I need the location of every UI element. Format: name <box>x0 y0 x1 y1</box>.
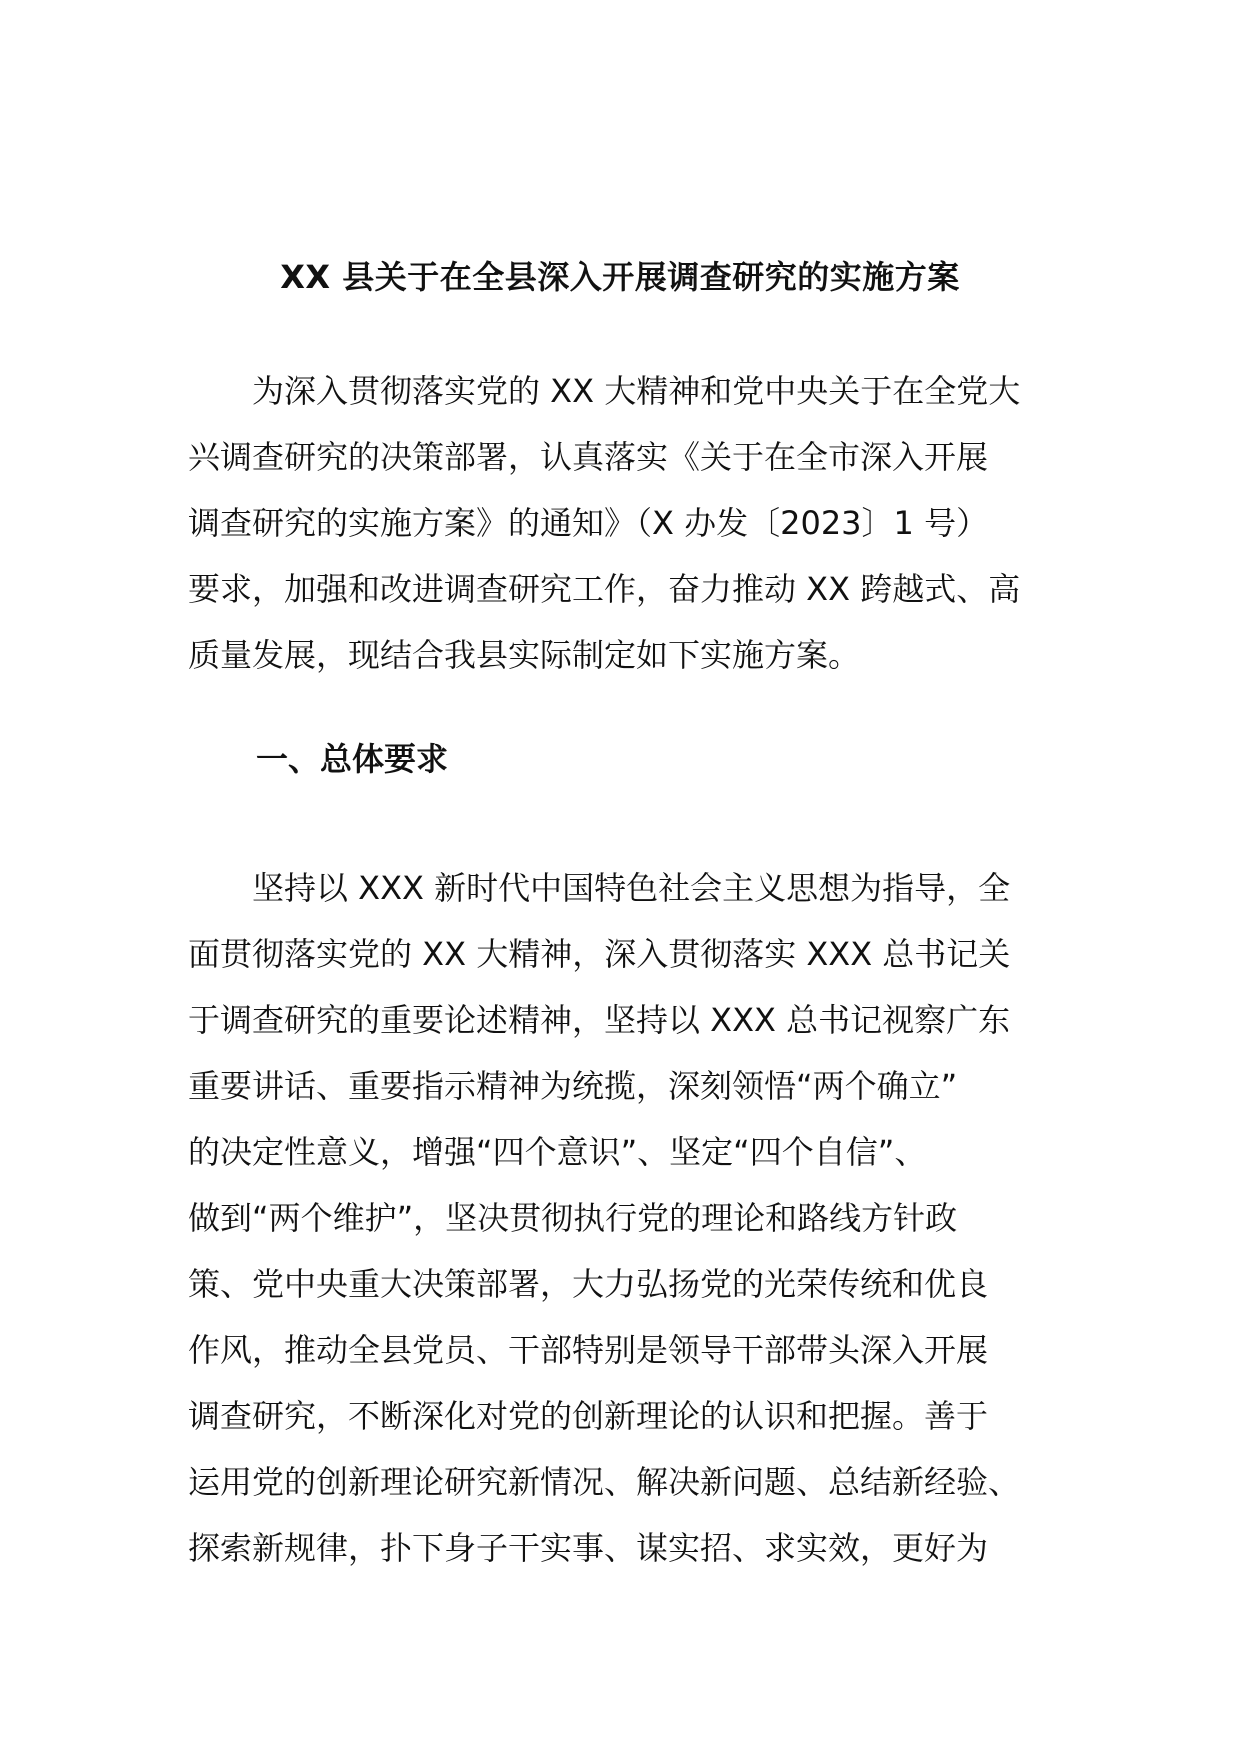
paragraph-line: 为深入贯彻落实党的 XX 大精神和党中央关于在全党大 <box>188 372 1021 410</box>
section-heading: 一、总体要求 <box>256 740 449 778</box>
paragraph-line: 兴调查研究的决策部署，认真落实《关于在全市深入开展 <box>188 438 989 476</box>
intro-paragraph <box>188 358 1052 688</box>
paragraph-line: 调查研究，不断深化对党的创新理论的认识和把握。善于 <box>188 1397 989 1435</box>
document-title: XX 县关于在全县深入开展调查研究的实施方案 <box>280 258 960 296</box>
section-paragraph <box>188 855 1052 1581</box>
paragraph-line: 坚持以 XXX 新时代中国特色社会主义思想为指导，全 <box>188 869 1011 907</box>
paragraph-line: 重要讲话、重要指示精神为统揽，深刻领悟“两个确立” <box>188 1067 958 1105</box>
paragraph-line: 面贯彻落实党的 XX 大精神，深入贯彻落实 XXX 总书记关 <box>188 935 1011 973</box>
paragraph-line: 探索新规律，扑下身子干实事、谋实招、求实效，更好为 <box>188 1529 989 1567</box>
paragraph-line: 作风，推动全县党员、干部特别是领导干部带头深入开展 <box>188 1331 989 1369</box>
paragraph-line: 策、党中央重大决策部署，大力弘扬党的光荣传统和优良 <box>188 1265 989 1303</box>
paragraph-line: 质量发展，现结合我县实际制定如下实施方案。 <box>188 636 861 674</box>
paragraph-line: 调查研究的实施方案》的通知》（X 办发〔2023〕1 号） <box>188 504 989 542</box>
paragraph-line: 做到“两个维护”，坚决贯彻执行党的理论和路线方针政 <box>188 1199 958 1237</box>
paragraph-line: 要求，加强和改进调查研究工作，奋力推动 XX 跨越式、高 <box>188 570 1021 608</box>
paragraph-line: 的决定性意义，增强“四个意识”、坚定“四个自信”、 <box>188 1133 927 1171</box>
paragraph-line: 于调查研究的重要论述精神，坚持以 XXX 总书记视察广东 <box>188 1001 1011 1039</box>
paragraph-line: 运用党的创新理论研究新情况、解决新问题、总结新经验、 <box>188 1463 1021 1501</box>
